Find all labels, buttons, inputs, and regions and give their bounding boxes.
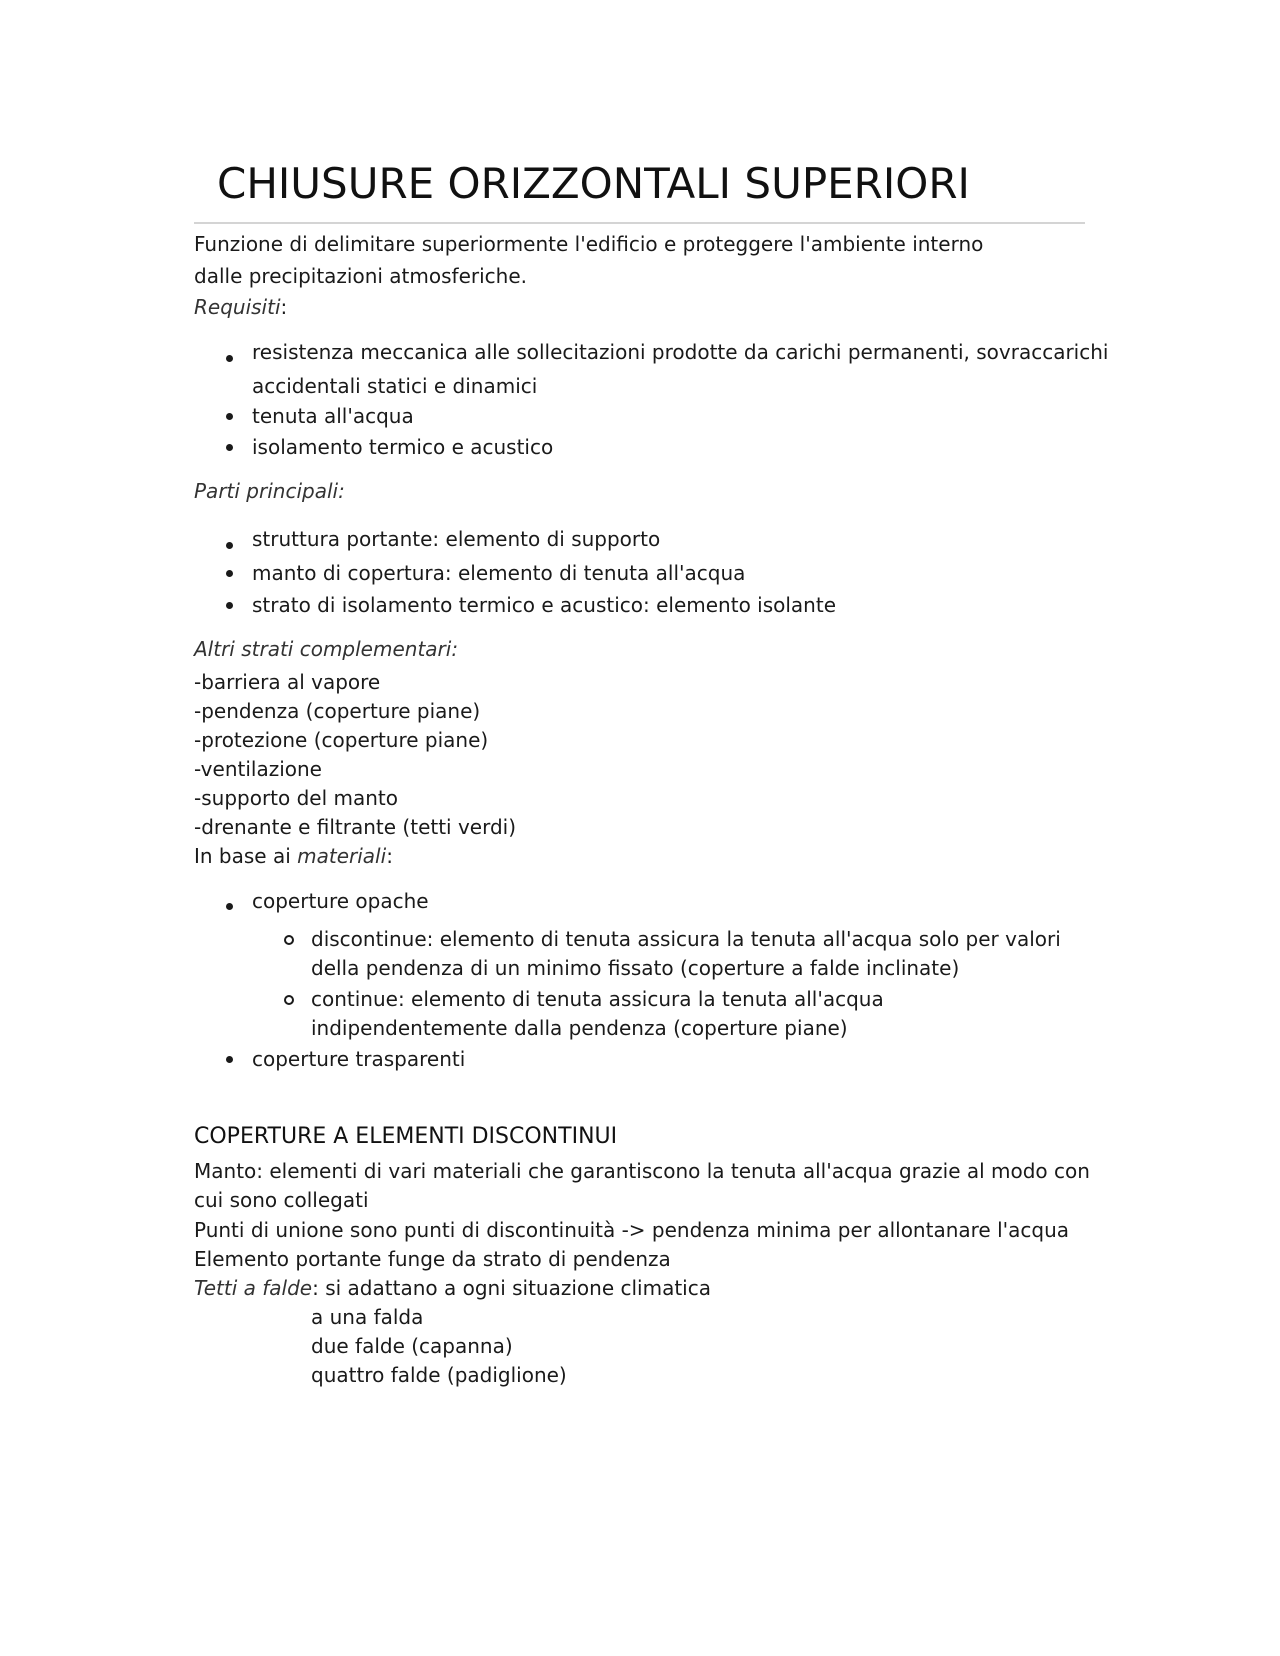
requisiti-colon: : bbox=[280, 295, 288, 319]
title-divider bbox=[194, 222, 1085, 224]
altri-item: -drenante e filtrante (tetti verdi) bbox=[194, 815, 517, 839]
requisiti-heading bbox=[194, 293, 287, 322]
tetti-item: a una falda bbox=[311, 1305, 424, 1329]
parti-heading: Parti principali: bbox=[194, 479, 345, 503]
section2-line: Manto: elementi di vari materiali che garantiscono la tenuta all'acqua grazie al modo con bbox=[194, 1159, 1090, 1183]
materiali-sub-2: continue: elemento di tenuta assicura la tenuta all'acqua bbox=[311, 987, 884, 1011]
bullet-icon bbox=[226, 570, 233, 577]
requisiti-label: Requisiti bbox=[194, 295, 281, 319]
bullet-icon bbox=[226, 413, 233, 420]
sub-bullet-icon bbox=[284, 935, 294, 945]
materiali-prefix: In base ai bbox=[194, 844, 298, 868]
altri-item: -pendenza (coperture piane) bbox=[194, 699, 481, 723]
altri-item: -supporto del manto bbox=[194, 786, 399, 810]
altri-heading: Altri strati complementari: bbox=[194, 637, 459, 661]
altri-item: -ventilazione bbox=[194, 757, 322, 781]
tetti-label: Tetti a falde bbox=[194, 1276, 313, 1300]
requisiti-item-3: isolamento termico e acustico bbox=[252, 435, 554, 459]
section2-line: Elemento portante funge da strato di pendenza bbox=[194, 1247, 671, 1271]
bullet-icon bbox=[226, 903, 233, 910]
section-heading: COPERTURE A ELEMENTI DISCONTINUI bbox=[194, 1124, 618, 1149]
materiali-sub-1-cont: della pendenza di un minimo fissato (coperture a falde inclinate) bbox=[311, 956, 960, 980]
requisiti-item-1: resistenza meccanica alle sollecitazioni prodotte da carichi permanenti, sovraccarichi bbox=[252, 340, 1109, 364]
parti-item-3: strato di isolamento termico e acustico: elemento isolante bbox=[252, 593, 837, 617]
tetti-line bbox=[194, 1274, 711, 1303]
bullet-icon bbox=[226, 444, 233, 451]
tetti-text: : si adattano a ogni situazione climatica bbox=[312, 1276, 711, 1300]
requisiti-item-2: tenuta all'acqua bbox=[252, 404, 414, 428]
section2-line: Punti di unione sono punti di discontinuità -> pendenza minima per allontanare l'acqua bbox=[194, 1218, 1070, 1242]
intro-line-1: Funzione di delimitare superiormente l'edificio e proteggere l'ambiente interno bbox=[194, 232, 984, 256]
section2-line: cui sono collegati bbox=[194, 1188, 369, 1212]
intro-line-2: dalle precipitazioni atmosferiche. bbox=[194, 264, 527, 288]
bullet-icon bbox=[226, 1056, 233, 1063]
materiali-colon: : bbox=[386, 844, 393, 868]
parti-item-1: struttura portante: elemento di supporto bbox=[252, 527, 661, 551]
sub-bullet-icon bbox=[284, 995, 294, 1005]
page-title: CHIUSURE ORIZZONTALI SUPERIORI bbox=[217, 159, 970, 208]
altri-item: -protezione (coperture piane) bbox=[194, 728, 489, 752]
requisiti-item-1-cont: accidentali statici e dinamici bbox=[252, 374, 538, 398]
materiali-label: materiali bbox=[297, 844, 387, 868]
tetti-item: due falde (capanna) bbox=[311, 1334, 513, 1358]
materiali-trasparenti: coperture trasparenti bbox=[252, 1047, 466, 1071]
bullet-icon bbox=[226, 355, 233, 362]
altri-item: -barriera al vapore bbox=[194, 670, 381, 694]
tetti-item: quattro falde (padiglione) bbox=[311, 1363, 567, 1387]
materiali-opache: coperture opache bbox=[252, 889, 429, 913]
parti-item-2: manto di copertura: elemento di tenuta all'acqua bbox=[252, 561, 746, 585]
bullet-icon bbox=[226, 602, 233, 609]
materiali-sub-1: discontinue: elemento di tenuta assicura la tenuta all'acqua solo per valori bbox=[311, 927, 1061, 951]
materiali-sub-2-cont: indipendentemente dalla pendenza (coperture piane) bbox=[311, 1016, 848, 1040]
materiali-heading bbox=[194, 842, 393, 871]
bullet-icon bbox=[226, 542, 233, 549]
